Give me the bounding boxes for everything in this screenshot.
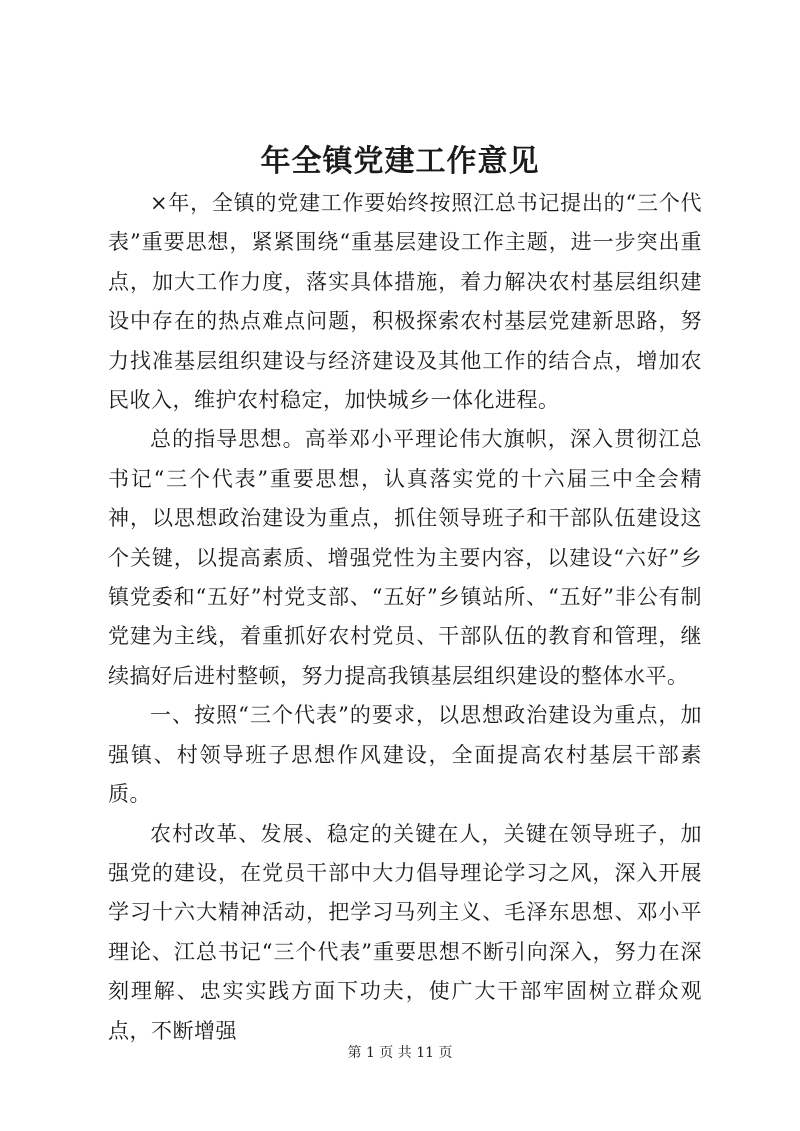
paragraph-guiding-thought: 总的指导思想。高举邓小平理论伟大旗帜，深入贯彻江总书记“三个代表”重要思想，认真落实党的十六届三中全会精神，以思想政治建设为重点，抓住领导班子和干部队伍建设这个关键，以提高素质、增强党性为主要内容，以建设“六好”乡镇党委和“五好”村党支部、“五好”乡镇站所、“五好”非公有制党建为主线，着重抓好农村党员、干部队伍的教育和管理，继续搞好后进村整顿，努力提高我镇基层组织建设的整体水平。: [108, 427, 702, 688]
document-body: [108, 184, 702, 1051]
document-title: 年全镇党建工作意见: [260, 144, 540, 179]
paragraph-intro: ×年，全镇的党建工作要始终按照江总书记提出的“三个代表”重要思想，紧紧围绕“重基层建设工作主题，进一步突出重点，加大工作力度，落实具体措施，着力解决农村基层组织建设中存在的热点难点问题，积极探索农村基层党建新思路，努力找准基层组织建设与经济建设及其他工作的结合点，增加农民收入，维护农村稳定，加快城乡一体化进程。: [108, 191, 702, 413]
paragraph-section-one-body: 农村改革、发展、稳定的关键在人，关键在领导班子，加强党的建设，在党员干部中大力倡导理论学习之风，深入开展学习十六大精神活动，把学习马列主义、毛泽东思想、邓小平理论、江总书记“三个代表”重要思想不断引向深入，努力在深刻理解、忠实实践方面下功夫，使广大干部牢固树立群众观点，不断增强: [108, 821, 702, 1043]
paragraph-section-one-heading: 一、按照“三个代表”的要求，以思想政治建设为重点，加强镇、村领导班子思想作风建设，全面提高农村基层干部素质。: [108, 703, 702, 807]
page-number-footer: 第 1 页 共 11 页: [347, 1045, 453, 1061]
